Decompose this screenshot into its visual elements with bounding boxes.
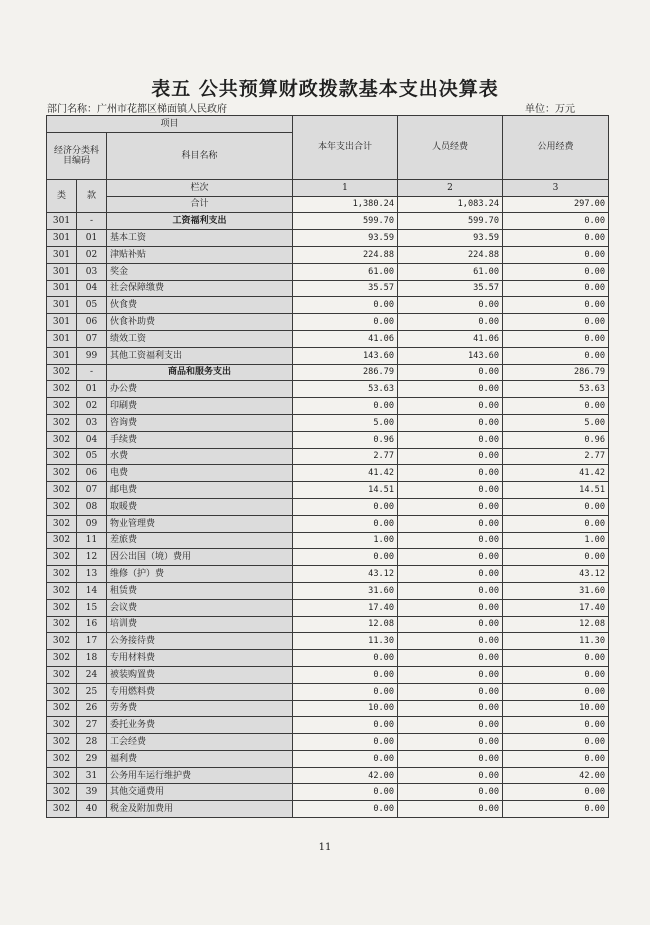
table-row [47,566,609,583]
row-subject-name: 伙食补助费 [107,314,293,331]
row-total: 42.00 [293,767,398,784]
row-personnel: 0.00 [398,650,503,667]
table-row [47,465,609,482]
row-total: 286.79 [293,364,398,381]
row-subject-name: 被装购置费 [107,666,293,683]
table-row [47,616,609,633]
row-class-code: 301 [47,330,77,347]
row-total: 11.30 [293,633,398,650]
header-item: 项目 [47,116,293,133]
row-subject-name: 取暖费 [107,498,293,515]
row-total: 1.00 [293,532,398,549]
row-total: 5.00 [293,414,398,431]
row-subject-name: 差旅费 [107,532,293,549]
row-class-code: 301 [47,263,77,280]
row-class-code: 302 [47,498,77,515]
row-total: 0.96 [293,431,398,448]
row-section-code: 07 [77,330,107,347]
row-section-code: 13 [77,566,107,583]
table-row [47,213,609,230]
row-section-code: 03 [77,414,107,431]
row-total: 10.00 [293,700,398,717]
table-row [47,633,609,650]
table-row [47,582,609,599]
row-total: 41.06 [293,330,398,347]
row-section-code: 09 [77,515,107,532]
row-total: 14.51 [293,482,398,499]
row-personnel: 0.00 [398,767,503,784]
row-class-code: 302 [47,398,77,415]
row-personnel: 224.88 [398,246,503,263]
header-total: 本年支出合计 [293,116,398,180]
row-class-code: 302 [47,784,77,801]
row-section-code: 04 [77,280,107,297]
row-section-code: 24 [77,666,107,683]
row-personnel: 0.00 [398,448,503,465]
row-total: 17.40 [293,599,398,616]
row-total: 2.77 [293,448,398,465]
row-class-code: 302 [47,616,77,633]
row-total: 0.00 [293,515,398,532]
row-public: 0.00 [503,330,609,347]
row-class-code: 302 [47,801,77,818]
row-subject-name: 劳务费 [107,700,293,717]
total-row [47,196,609,213]
budget-table [46,115,609,818]
row-personnel: 0.00 [398,784,503,801]
row-personnel: 0.00 [398,700,503,717]
row-personnel: 0.00 [398,566,503,583]
row-class-code: 302 [47,364,77,381]
row-total: 0.00 [293,734,398,751]
row-personnel: 0.00 [398,364,503,381]
table-row [47,666,609,683]
row-subject-name: 专用材料费 [107,650,293,667]
row-public: 42.00 [503,767,609,784]
row-subject-name: 邮电费 [107,482,293,499]
column-index-row [47,179,609,196]
row-public: 0.00 [503,398,609,415]
row-section-code: 40 [77,801,107,818]
table-row [47,448,609,465]
table-row [47,364,609,381]
table-row [47,683,609,700]
table-row [47,398,609,415]
row-section-code: 06 [77,465,107,482]
row-personnel: 0.00 [398,683,503,700]
row-public: 1.00 [503,532,609,549]
table-row [47,734,609,751]
row-subject-name: 水费 [107,448,293,465]
row-personnel: 0.00 [398,314,503,331]
row-personnel: 61.00 [398,263,503,280]
table-row [47,314,609,331]
row-class-code: 302 [47,633,77,650]
row-total: 61.00 [293,263,398,280]
row-class-code: 302 [47,465,77,482]
row-public: 0.00 [503,213,609,230]
row-personnel: 0.00 [398,431,503,448]
row-public: 10.00 [503,700,609,717]
row-class-code: 302 [47,414,77,431]
row-personnel: 143.60 [398,347,503,364]
row-public: 12.08 [503,616,609,633]
row-subject-name: 印刷费 [107,398,293,415]
row-section-code: 18 [77,650,107,667]
row-personnel: 41.06 [398,330,503,347]
row-section-code: 05 [77,297,107,314]
table-row [47,297,609,314]
row-section-code: 99 [77,347,107,364]
row-section-code: 27 [77,717,107,734]
table-row [47,784,609,801]
row-subject-name: 电费 [107,465,293,482]
row-class-code: 301 [47,297,77,314]
row-subject-name: 其他工资福利支出 [107,347,293,364]
row-personnel: 0.00 [398,515,503,532]
row-class-code: 302 [47,582,77,599]
row-total: 0.00 [293,297,398,314]
header-col-1: 1 [293,179,398,196]
row-public: 0.00 [503,666,609,683]
row-subject-name: 工会经费 [107,734,293,751]
row-subject-name: 物业管理费 [107,515,293,532]
row-personnel: 0.00 [398,414,503,431]
row-class-code: 302 [47,683,77,700]
row-public: 0.00 [503,498,609,515]
row-public: 0.00 [503,549,609,566]
row-section-code: 39 [77,784,107,801]
row-section-code: 28 [77,734,107,751]
row-total: 0.00 [293,717,398,734]
table-row [47,414,609,431]
unit-label: 单位：万元 [525,104,575,115]
row-subject-name: 税金及附加费用 [107,801,293,818]
header-subject-name: 科目名称 [107,132,293,179]
table-row [47,347,609,364]
row-public: 0.00 [503,750,609,767]
row-public: 0.00 [503,683,609,700]
row-subject-name: 商品和服务支出 [107,364,293,381]
row-public: 0.00 [503,650,609,667]
row-public: 17.40 [503,599,609,616]
row-public: 14.51 [503,482,609,499]
row-subject-name: 咨询费 [107,414,293,431]
row-class-code: 302 [47,599,77,616]
row-total: 35.57 [293,280,398,297]
total-personnel: 1,083.24 [398,196,503,213]
row-personnel: 0.00 [398,549,503,566]
row-public: 53.63 [503,381,609,398]
table-row [47,263,609,280]
table-row [47,498,609,515]
row-subject-name: 培训费 [107,616,293,633]
row-personnel: 599.70 [398,213,503,230]
row-personnel: 0.00 [398,381,503,398]
row-section-code: 05 [77,448,107,465]
row-public: 0.00 [503,801,609,818]
row-personnel: 0.00 [398,633,503,650]
row-subject-name: 公务接待费 [107,633,293,650]
row-personnel: 0.00 [398,582,503,599]
total-label: 合计 [107,196,293,213]
table-row [47,801,609,818]
row-personnel: 0.00 [398,297,503,314]
row-public: 0.00 [503,784,609,801]
row-personnel: 0.00 [398,498,503,515]
page-title: 表五 公共预算财政拨款基本支出决算表 [151,78,499,100]
row-public: 286.79 [503,364,609,381]
row-section-code: 16 [77,616,107,633]
row-subject-name: 专用燃料费 [107,683,293,700]
row-section-code: 04 [77,431,107,448]
row-public: 41.42 [503,465,609,482]
row-subject-name: 工资福利支出 [107,213,293,230]
department-name: 部门名称：广州市花都区梯面镇人民政府 [47,104,227,115]
row-subject-name: 租赁费 [107,582,293,599]
row-subject-name: 维修（护）费 [107,566,293,583]
row-class-code: 301 [47,230,77,247]
row-subject-name: 伙食费 [107,297,293,314]
row-subject-name: 其他交通费用 [107,784,293,801]
total-amount: 1,380.24 [293,196,398,213]
row-public: 5.00 [503,414,609,431]
row-public: 0.00 [503,314,609,331]
row-personnel: 0.00 [398,750,503,767]
table-row [47,482,609,499]
row-class-code: 302 [47,431,77,448]
row-personnel: 0.00 [398,616,503,633]
row-public: 43.12 [503,566,609,583]
row-section-code: 17 [77,633,107,650]
row-class-code: 301 [47,213,77,230]
table-body [47,116,609,818]
row-total: 31.60 [293,582,398,599]
row-public: 0.00 [503,297,609,314]
header-public: 公用经费 [503,116,609,180]
row-public: 0.00 [503,515,609,532]
row-personnel: 0.00 [398,532,503,549]
row-total: 143.60 [293,347,398,364]
row-section-code: 03 [77,263,107,280]
row-public: 0.00 [503,734,609,751]
row-class-code: 302 [47,566,77,583]
row-total: 0.00 [293,498,398,515]
table-row [47,532,609,549]
table-row [47,280,609,297]
row-public: 0.96 [503,431,609,448]
row-personnel: 0.00 [398,666,503,683]
table-row [47,717,609,734]
row-section-code: 14 [77,582,107,599]
row-public: 0.00 [503,347,609,364]
row-public: 0.00 [503,246,609,263]
row-public: 11.30 [503,633,609,650]
row-public: 0.00 [503,230,609,247]
table-row [47,381,609,398]
row-section-code: 26 [77,700,107,717]
row-class-code: 302 [47,549,77,566]
header-column-index: 栏次 [107,179,293,196]
row-total: 0.00 [293,801,398,818]
table-row [47,230,609,247]
row-total: 0.00 [293,650,398,667]
row-personnel: 0.00 [398,398,503,415]
row-section-code: - [77,364,107,381]
row-subject-name: 委托业务费 [107,717,293,734]
row-personnel: 93.59 [398,230,503,247]
header-col-3: 3 [503,179,609,196]
row-personnel: 0.00 [398,717,503,734]
row-personnel: 0.00 [398,801,503,818]
table-row [47,750,609,767]
row-class-code: 302 [47,381,77,398]
row-class-code: 302 [47,666,77,683]
row-class-code: 302 [47,532,77,549]
row-section-code: 11 [77,532,107,549]
row-section-code: 01 [77,381,107,398]
header-col-2: 2 [398,179,503,196]
table-row [47,767,609,784]
table-row [47,549,609,566]
table-row [47,700,609,717]
row-section-code: 01 [77,230,107,247]
row-class-code: 301 [47,246,77,263]
row-public: 2.77 [503,448,609,465]
row-subject-name: 基本工资 [107,230,293,247]
row-total: 0.00 [293,666,398,683]
table-row [47,650,609,667]
row-class-code: 301 [47,347,77,364]
row-subject-name: 津贴补贴 [107,246,293,263]
row-section-code: - [77,213,107,230]
table-row [47,431,609,448]
header-row-1 [47,116,609,133]
row-total: 224.88 [293,246,398,263]
row-subject-name: 社会保障缴费 [107,280,293,297]
row-section-code: 31 [77,767,107,784]
row-class-code: 302 [47,767,77,784]
row-section-code: 25 [77,683,107,700]
row-personnel: 0.00 [398,482,503,499]
row-class-code: 302 [47,700,77,717]
header-econ-code: 经济分类科目编码 [47,132,107,179]
row-class-code: 302 [47,734,77,751]
row-total: 41.42 [293,465,398,482]
row-personnel: 0.00 [398,599,503,616]
row-total: 0.00 [293,398,398,415]
row-public: 0.00 [503,263,609,280]
row-total: 53.63 [293,381,398,398]
row-class-code: 302 [47,482,77,499]
row-personnel: 0.00 [398,734,503,751]
row-subject-name: 会议费 [107,599,293,616]
row-section-code: 02 [77,246,107,263]
row-total: 599.70 [293,213,398,230]
total-public: 297.00 [503,196,609,213]
row-section-code: 07 [77,482,107,499]
row-subject-name: 绩效工资 [107,330,293,347]
row-section-code: 08 [77,498,107,515]
header-class: 类 [47,179,77,213]
row-total: 0.00 [293,750,398,767]
table-row [47,246,609,263]
row-class-code: 302 [47,650,77,667]
row-class-code: 301 [47,314,77,331]
row-class-code: 302 [47,717,77,734]
row-class-code: 301 [47,280,77,297]
row-subject-name: 公务用车运行维护费 [107,767,293,784]
row-total: 0.00 [293,314,398,331]
row-class-code: 302 [47,515,77,532]
row-personnel: 0.00 [398,465,503,482]
row-class-code: 302 [47,448,77,465]
table-row [47,330,609,347]
row-subject-name: 办公费 [107,381,293,398]
row-total: 43.12 [293,566,398,583]
header-section: 款 [77,179,107,213]
row-subject-name: 手续费 [107,431,293,448]
row-total: 12.08 [293,616,398,633]
row-total: 0.00 [293,683,398,700]
row-section-code: 02 [77,398,107,415]
row-section-code: 06 [77,314,107,331]
row-section-code: 15 [77,599,107,616]
row-total: 93.59 [293,230,398,247]
row-subject-name: 福利费 [107,750,293,767]
page-number: 11 [318,842,332,853]
row-public: 0.00 [503,280,609,297]
table-row [47,599,609,616]
row-total: 0.00 [293,549,398,566]
row-subject-name: 奖金 [107,263,293,280]
table-row [47,515,609,532]
row-public: 31.60 [503,582,609,599]
row-subject-name: 因公出国（境）费用 [107,549,293,566]
row-personnel: 35.57 [398,280,503,297]
row-section-code: 29 [77,750,107,767]
row-total: 0.00 [293,784,398,801]
row-section-code: 12 [77,549,107,566]
row-public: 0.00 [503,717,609,734]
row-class-code: 302 [47,750,77,767]
header-personnel: 人员经费 [398,116,503,180]
